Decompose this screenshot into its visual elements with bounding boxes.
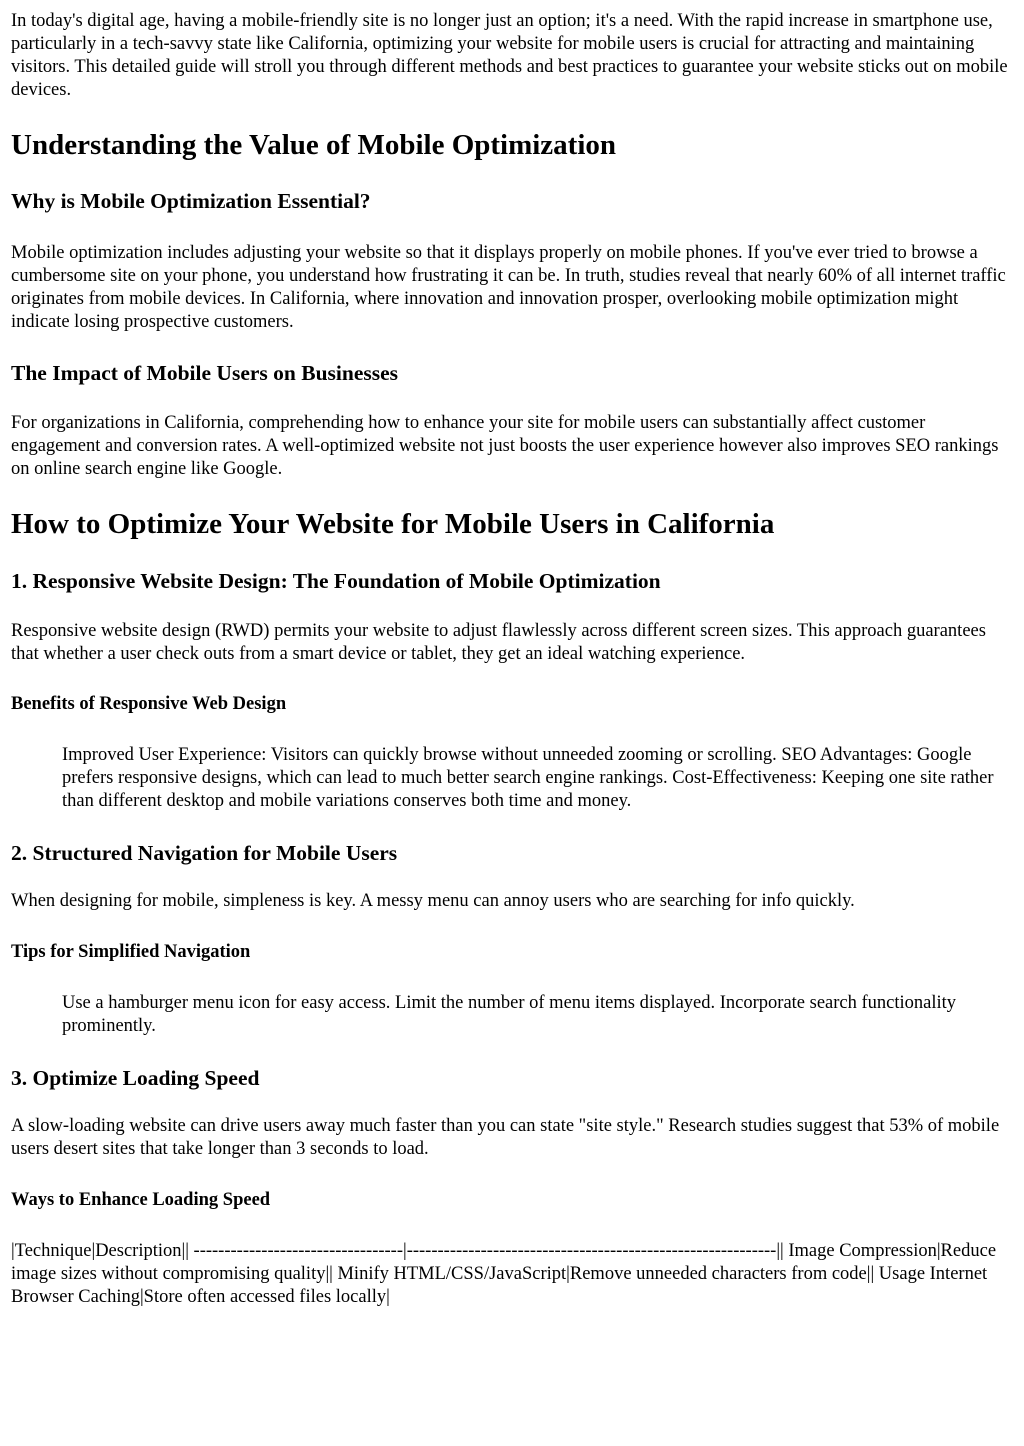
heading-tips: Tips for Simplified Navigation (11, 942, 251, 962)
subheading-navigation: 2. Structured Navigation for Mobile Users (11, 841, 398, 865)
paragraph-impact: For organizations in California, comprehending how to enhance your site for mobile users can substantially affect customer engagement and conversion rates. A well-optimized website not just boosts the user experience however also improves SEO rankings on online search engine like Google. (11, 413, 999, 479)
paragraph-why-essential: Mobile optimization includes adjusting your website so that it displays properly on mobile phones. If you've ever tried to browse a cumbersome site on your phone, you understand how frustrating it can be. In truth, studies reveal that nearly 60% of all internet traffic originates from mobile devices. In California, where innovation and innovation prosper, overlooking mobile optimization might indicate losing prospective customers. (11, 243, 1006, 332)
heading-benefits: Benefits of Responsive Web Design (11, 694, 287, 714)
paragraph-navigation: When designing for mobile, simpleness is key. A messy menu can annoy users who are searching for info quickly. (11, 891, 855, 911)
raw-markdown-table: |Technique|Description|| ----------------------------------|------------------------------------------------------------|| Image Compression|Reduce image sizes without compromising quality|| Minify HTML/CSS/JavaScript|Remove unneeded characters from code|| Usage Internet Browser Caching|Store often accessed files locally| (11, 1241, 997, 1307)
heading-ways-to-enhance: Ways to Enhance Loading Speed (11, 1190, 271, 1210)
paragraph-loading-speed: A slow-loading website can drive users away much faster than you can state "site style." Research studies suggest that 53% of mobile users desert sites that take longer than 3 seconds to load. (11, 1116, 1000, 1159)
subheading-impact: The Impact of Mobile Users on Businesses (11, 361, 399, 385)
section-heading-how-to-optimize: How to Optimize Your Website for Mobile Users in California (11, 508, 775, 540)
subheading-loading-speed: 3. Optimize Loading Speed (11, 1066, 260, 1090)
intro-paragraph: In today's digital age, having a mobile-friendly site is no longer just an option; it's a need. With the rapid increase in smartphone use, particularly in a tech-savvy state like California, optimizing your website for mobile users is crucial for attracting and maintaining visitors. This detailed guide will stroll you through different methods and best practices to guarantee your website sticks out on mobile devices. (11, 11, 1008, 100)
subheading-responsive-design: 1. Responsive Website Design: The Foundation of Mobile Optimization (11, 569, 661, 593)
blockquote-benefits: Improved User Experience: Visitors can quickly browse without unneeded zooming or scrolling. SEO Advantages: Google prefers responsive designs, which can lead to much better search engine rankings. Cost-Effectiveness: Keeping one site rather than different desktop and mobile variations conserves both time and money. (62, 745, 994, 811)
subheading-why-essential: Why is Mobile Optimization Essential? (11, 189, 371, 213)
paragraph-responsive-design: Responsive website design (RWD) permits your website to adjust flawlessly across different screen sizes. This approach guarantees that whether a user check outs from a smart device or tablet, they get an ideal watching experience. (11, 621, 986, 664)
blockquote-tips: Use a hamburger menu icon for easy access. Limit the number of menu items displayed. Incorporate search functionality prominently. (62, 993, 957, 1036)
section-heading-understanding: Understanding the Value of Mobile Optimization (11, 129, 617, 161)
